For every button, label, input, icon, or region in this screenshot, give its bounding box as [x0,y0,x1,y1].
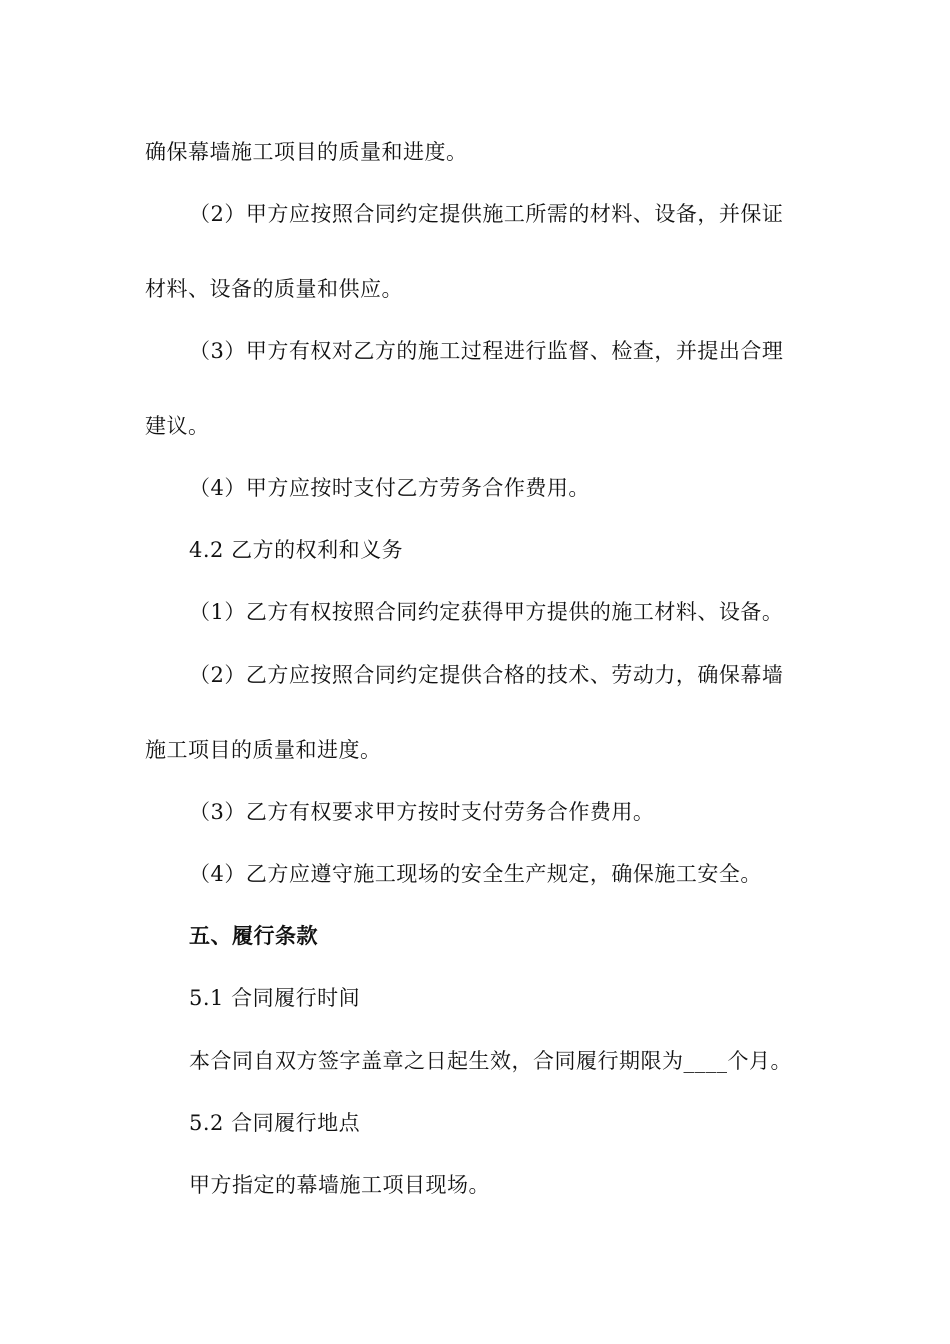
text-line-party-b-item-4: （4）乙方应遵守施工现场的安全生产规定，确保施工安全。 [189,862,762,886]
text-line-party-b-item-1: （1）乙方有权按照合同约定获得甲方提供的施工材料、设备。 [189,600,784,624]
text-line-party-b-item-2: （2）乙方应按照合同约定提供合格的技术、劳动力，确保幕墙 [189,663,784,687]
text-line-contract-term: 本合同自双方签字盖章之日起生效，合同履行期限为____个月。 [189,1049,792,1073]
section-heading-5-1: 5.1 合同履行时间 [189,986,361,1010]
text-line-advice: 建议。 [145,414,210,438]
text-line-quality-progress: 确保幕墙施工项目的质量和进度。 [145,140,468,164]
text-line-project-quality: 施工项目的质量和进度。 [145,738,382,762]
text-line-site-location: 甲方指定的幕墙施工项目现场。 [189,1173,490,1197]
text-line-material-supply: 材料、设备的质量和供应。 [145,277,403,301]
text-line-party-b-item-3: （3）乙方有权要求甲方按时支付劳务合作费用。 [189,800,655,824]
text-line-party-a-item-2: （2）甲方应按照合同约定提供施工所需的材料、设备，并保证 [189,202,784,226]
section-heading-4-2: 4.2 乙方的权利和义务 [189,538,404,562]
section-heading-five: 五、履行条款 [189,923,318,948]
text-line-party-a-item-4: （4）甲方应按时支付乙方劳务合作费用。 [189,476,590,500]
section-heading-5-2: 5.2 合同履行地点 [189,1111,361,1135]
text-line-party-a-item-3: （3）甲方有权对乙方的施工过程进行监督、检查，并提出合理 [189,339,784,363]
